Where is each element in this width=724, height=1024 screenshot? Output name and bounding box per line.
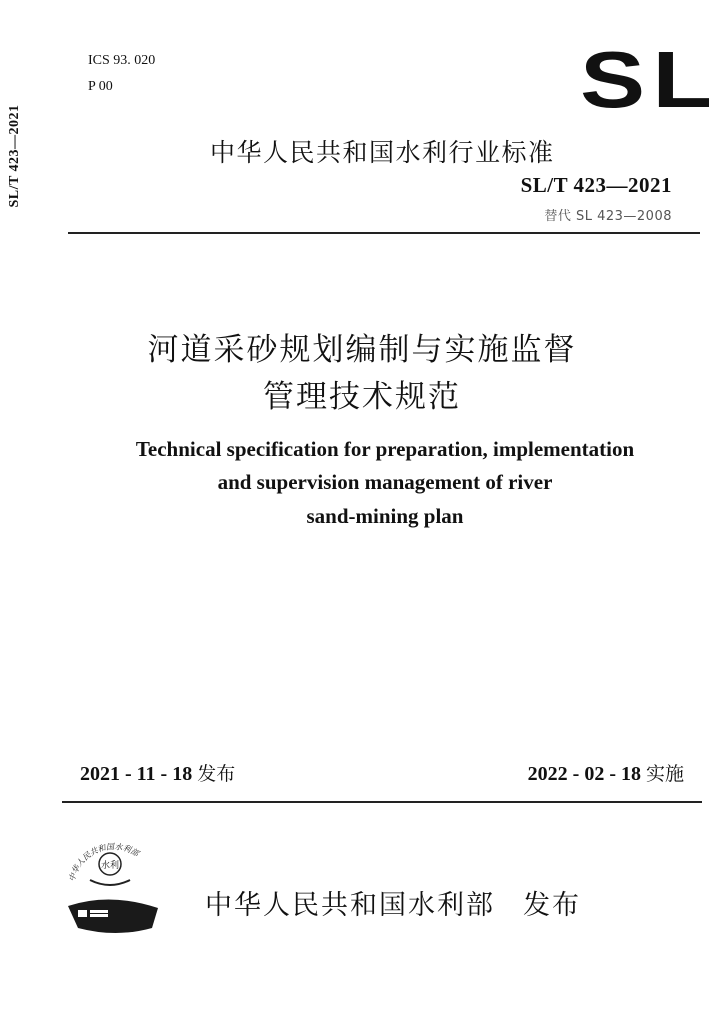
chinese-title-line-2: 管理技术规范 — [263, 379, 461, 415]
seal-base-mark — [78, 910, 87, 917]
seal-arc-textpath: 中华人民共和国水利部 — [67, 842, 141, 883]
replaces-standard: 替代 SL 423—2008 — [544, 209, 672, 224]
chinese-title-line-1: 河道采砂规划编制与实施监督 — [147, 332, 577, 368]
ministry-seal — [60, 834, 164, 938]
footer-divider — [62, 801, 702, 803]
header-divider — [68, 232, 700, 234]
ccs-code: P 00 — [88, 79, 113, 94]
ics-code: ICS 93. 020 — [88, 53, 156, 68]
seal-base-stripe — [90, 914, 108, 917]
seal-base-stripe — [90, 910, 108, 913]
english-title-line-2: and supervision management of river — [217, 470, 553, 494]
spine-standard-number — [0, 86, 30, 226]
english-title-line-1: Technical specification for preparation, implementation — [135, 437, 635, 461]
issuer-line — [205, 883, 581, 922]
issuer-name: 中华人民共和国水利部 — [205, 890, 495, 921]
effective-label: 实施 — [645, 763, 684, 785]
effective-date-block — [528, 760, 684, 788]
issuer-action: 发布 — [523, 890, 581, 921]
effective-date: 2022 - 02 - 18 — [527, 763, 641, 785]
publish-date-block — [80, 760, 235, 788]
sl-logo: SL — [580, 35, 720, 124]
ministry-seal-icon — [60, 834, 164, 938]
industry-standard-title: 中华人民共和国水利行业标准 — [210, 138, 555, 167]
publish-date: 2021 - 11 - 18 — [80, 763, 193, 785]
standard-number: SL/T 423—2021 — [520, 173, 672, 197]
publish-label: 发布 — [197, 763, 236, 785]
seal-wave-line — [90, 880, 130, 885]
seal-emblem-text: 水利 — [100, 861, 120, 871]
english-title-line-3: sand-mining plan — [306, 504, 464, 528]
spine-standard-number-text: SL/T 423—2021 — [7, 104, 22, 208]
